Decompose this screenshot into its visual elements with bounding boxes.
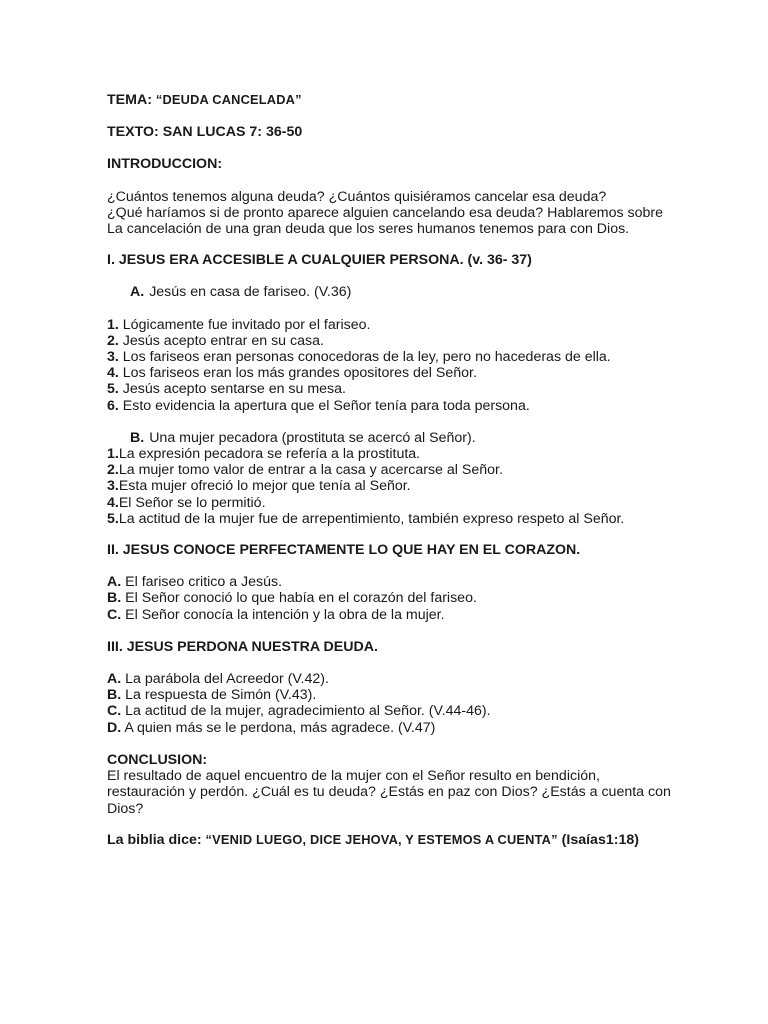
list-item xyxy=(107,574,747,590)
item-letter: A. xyxy=(107,574,122,591)
item-text: Esta mujer ofreció lo mejor que tenía al Señor. xyxy=(118,478,411,495)
list-item xyxy=(107,333,747,349)
section1-sub-b xyxy=(107,430,747,446)
list-item xyxy=(107,607,747,623)
item-text: La parábola del Acreedor (V.42). xyxy=(125,671,329,688)
item-text: Los fariseos eran personas conocedoras de la ley, pero no hacederas de ella. xyxy=(122,349,611,366)
introduccion-heading: INTRODUCCION: xyxy=(107,156,223,173)
item-letter: B. xyxy=(107,687,122,704)
intro-line-3: La cancelación de una gran deuda que los seres humanos tenemos para con Dios. xyxy=(107,221,630,238)
sub-a-text: Jesús en casa de fariseo. (V.36) xyxy=(149,284,352,301)
item-number: 5. xyxy=(107,381,119,398)
intro-line-2: ¿Qué haríamos si de pronto aparece alguien cancelando esa deuda? Hablaremos sobre xyxy=(107,204,664,221)
item-letter: A. xyxy=(107,671,122,688)
item-text: El Señor se lo permitió. xyxy=(118,494,266,511)
item-letter: D. xyxy=(107,719,122,736)
section1-sub-a xyxy=(107,284,747,300)
sub-b-text: Una mujer pecadora (prostituta se acercó al Señor). xyxy=(149,429,476,446)
item-letter: C. xyxy=(107,703,122,720)
item-text: El fariseo critico a Jesús. xyxy=(125,574,283,591)
item-text: Jesús acepto sentarse en su mesa. xyxy=(122,381,346,398)
sub-b-letter: B. xyxy=(130,429,145,446)
conclusion-line-3: Dios? xyxy=(107,800,144,817)
item-letter: C. xyxy=(107,606,122,623)
closing-line xyxy=(107,832,747,848)
list-item xyxy=(107,511,747,527)
section1-list-a xyxy=(107,317,747,414)
section2-heading: II. JESUS CONOCE PERFECTAMENTE LO QUE HAY EN EL CORAZON. xyxy=(107,542,581,559)
item-number: 4. xyxy=(107,365,119,382)
list-item xyxy=(107,349,747,365)
item-number: 3. xyxy=(107,349,119,366)
item-number: 1. xyxy=(107,316,119,333)
list-item xyxy=(107,365,747,381)
list-item xyxy=(107,687,747,703)
item-letter: B. xyxy=(107,590,122,607)
list-item xyxy=(107,478,747,494)
item-text: La expresión pecadora se refería a la prostituta. xyxy=(118,446,421,463)
item-text: Los fariseos eran los más grandes opositores del Señor. xyxy=(122,365,477,382)
item-text: Esto evidencia la apertura que el Señor tenía para toda persona. xyxy=(122,397,530,414)
item-text: La actitud de la mujer, agradecimiento al Señor. (V.44-46). xyxy=(125,703,491,720)
introduccion-paragraph xyxy=(107,189,747,238)
conclusion-heading: CONCLUSION: xyxy=(107,751,208,768)
section2-list xyxy=(107,574,747,623)
item-number: 6. xyxy=(107,397,119,414)
intro-line-1: ¿Cuántos tenemos alguna deuda? ¿Cuántos quisiéramos cancelar esa deuda? xyxy=(107,188,607,205)
sub-a-letter: A. xyxy=(130,284,145,301)
list-item xyxy=(107,720,747,736)
tema-label: TEMA: xyxy=(107,92,156,108)
section3-heading: III. JESUS PERDONA NUESTRA DEUDA. xyxy=(107,638,378,655)
conclusion-paragraph xyxy=(107,768,747,817)
section1-heading: I. JESUS ERA ACCESIBLE A CUALQUIER PERSONA. (v. 36- 37) xyxy=(107,252,532,269)
item-text: Jesús acepto entrar en su casa. xyxy=(122,332,324,349)
list-item xyxy=(107,495,747,511)
conclusion-line-2: restauración y perdón. ¿Cuál es tu deuda? ¿Estás en paz con Dios? ¿Estás a cuenta con xyxy=(107,784,671,801)
document-page xyxy=(107,92,747,848)
item-text: Lógicamente fue invitado por el fariseo. xyxy=(122,316,371,333)
tema-value: “DEUDA CANCELADA” xyxy=(155,92,302,107)
item-text: La actitud de la mujer fue de arrepentimiento, también expreso respeto al Señor. xyxy=(118,510,625,527)
item-text: A quien más se le perdona, más agradece. (V.47) xyxy=(124,719,436,736)
item-text: El Señor conocía la intención y la obra de la mujer. xyxy=(125,606,445,623)
section3-list xyxy=(107,671,747,736)
list-item xyxy=(107,462,747,478)
list-item xyxy=(107,381,747,397)
list-item xyxy=(107,703,747,719)
item-number: 4. xyxy=(107,494,119,511)
texto-line: TEXTO: SAN LUCAS 7: 36-50 xyxy=(107,124,303,141)
tema-line xyxy=(107,92,747,108)
section1-list-b xyxy=(107,446,747,527)
item-number: 1. xyxy=(107,446,119,463)
closing-quote: “VENID LUEGO, DICE JEHOVA, Y ESTEMOS A CUENTA” xyxy=(205,831,558,847)
item-text: La respuesta de Simón (V.43). xyxy=(125,687,317,704)
item-number: 3. xyxy=(107,478,119,495)
closing-ref: (Isaías1:18) xyxy=(557,831,639,848)
item-text: El Señor conoció lo que había en el corazón del fariseo. xyxy=(125,590,477,607)
closing-prefix: La biblia dice: xyxy=(107,831,206,848)
list-item xyxy=(107,446,747,462)
item-number: 5. xyxy=(107,510,119,527)
conclusion-line-1: El resultado de aquel encuentro de la mujer con el Señor resulto en bendición, xyxy=(107,768,600,785)
list-item xyxy=(107,317,747,333)
item-number: 2. xyxy=(107,462,119,479)
item-text: La mujer tomo valor de entrar a la casa y acercarse al Señor. xyxy=(118,462,503,479)
list-item xyxy=(107,671,747,687)
list-item xyxy=(107,398,747,414)
list-item xyxy=(107,590,747,606)
item-number: 2. xyxy=(107,332,119,349)
